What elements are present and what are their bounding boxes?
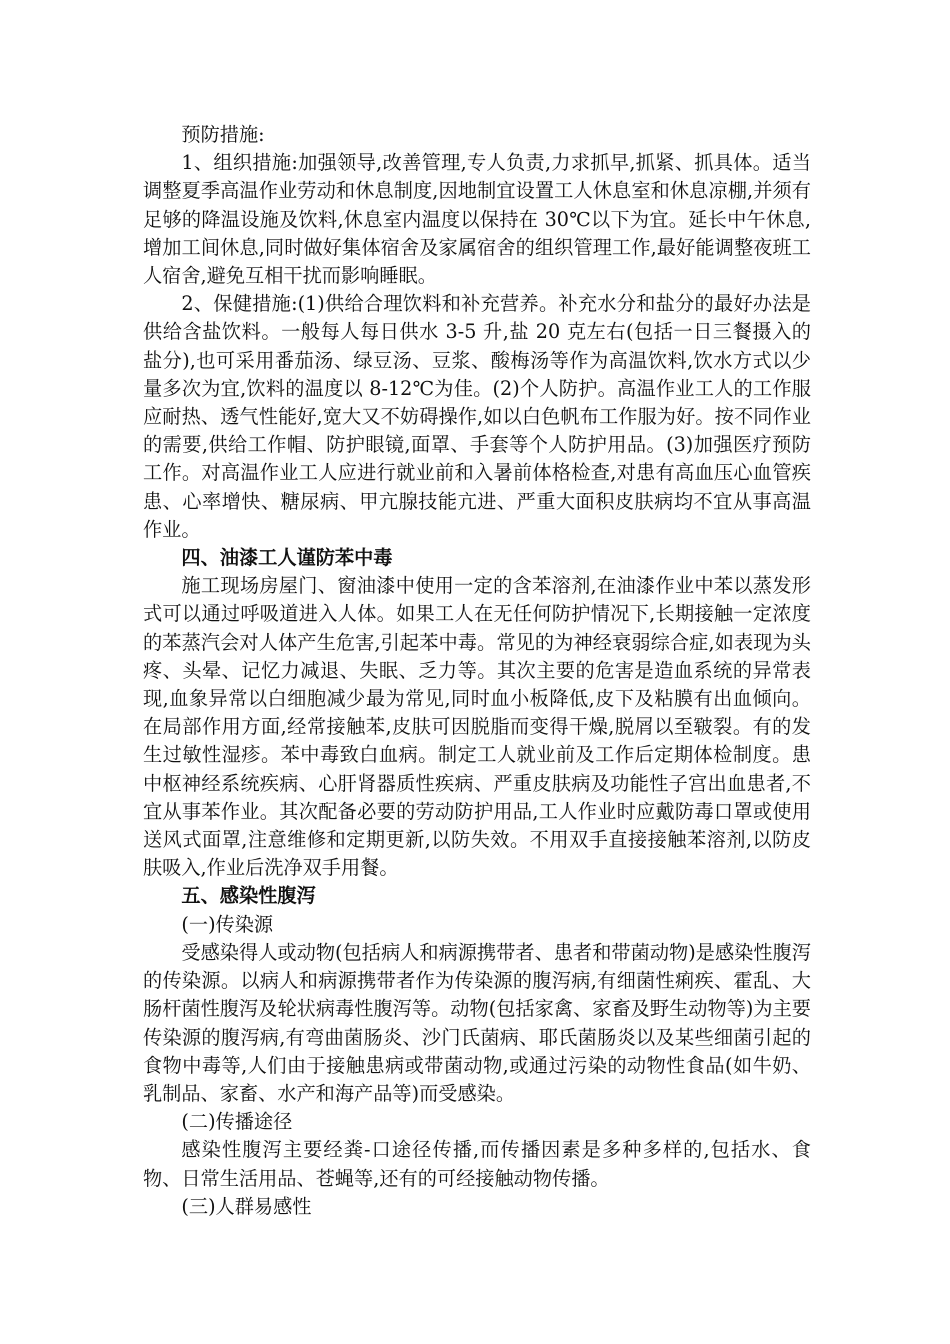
subsection-1-heading: (一)传染源	[181, 912, 274, 936]
subsection-2-heading: (二)传播途径	[181, 1110, 293, 1134]
subsection-3-heading: (三)人群易感性	[181, 1194, 312, 1218]
section-5-heading: 五、感染性腹泻	[181, 884, 316, 908]
prevention-label: 预防措施:	[181, 123, 265, 146]
route-paragraph: 感染性腹泻主要经粪-口途径传播,而传播因素是多种多样的,包括水、食物、日常生活用品、苍蝇等,还有的可经接触动物传播。	[143, 1138, 811, 1190]
health-measures: 2、保健措施:(1)供给合理饮料和补充营养。补充水分和盐分的最好办法是供给含盐饮料。一般每人每日供水 3-5 升,盐 20 克左右(包括一日三餐摄入的盐分),也可采用番茄汤、绿豆汤、豆浆、酸梅汤等作为高温饮料,饮水方式以少量多次为宜,饮料的温度以 8-12℃为佳。(2)个人防护。高温作业工人的工作服应耐热、透气性能好,宽大又不妨碍操作,如以白色帆布工作服为好。按不同作业的需要,供给工作帽、防护眼镜,面罩、手套等个人防护用品。(3)加强医疗预防工作。对高温作业工人应进行就业前和入暑前体格检查,对患有高血压心血管疾患、心率增快、糖尿病、甲亢腺技能亢进、严重大面积皮肤病均不宜从事高温作业。	[143, 292, 811, 541]
organizational-measures: 1、组织措施:加强领导,改善管理,专人负责,力求抓早,抓紧、抓具体。适当调整夏季高温作业劳动和休息制度,因地制宜设置工人休息室和休息凉棚,并须有足够的降温设施及饮料,休息室内温度以保持在 30℃以下为宜。延长中午休息,增加工间休息,同时做好集体宿舍及家属宿舍的组织管理工作,最好能调整夜班工人宿舍,避免互相干扰而影响睡眠。	[143, 151, 811, 288]
section-4-heading: 四、油漆工人谨防苯中毒	[181, 546, 393, 570]
document-body	[143, 121, 811, 1221]
source-paragraph: 受感染得人或动物(包括病人和病源携带者、患者和带菌动物)是感染性腹泻的传染源。以病人和病源携带者作为传染源的腹泻病,有细菌性痢疾、霍乱、大肠杆菌性腹泻及轮状病毒性腹泻等。动物(包括家禽、家畜及野生动物等)为主要传染源的腹泻病,有弯曲菌肠炎、沙门氏菌病、耶氏菌肠炎以及某些细菌引起的食物中毒等,人们由于接触患病或带菌动物,或通过污染的动物性食品(如牛奶、乳制品、家畜、水产和海产品等)而受感染。	[143, 940, 811, 1105]
benzene-paragraph: 施工现场房屋门、窗油漆中使用一定的含苯溶剂,在油漆作业中苯以蒸发形式可以通过呼吸道进入人体。如果工人在无任何防护情况下,长期接触一定浓度的苯蒸汽会对人体产生危害,引起苯中毒。常见的为神经衰弱综合症,如表现为头疼、头晕、记忆力减退、失眠、乏力等。其次主要的危害是造血系统的异常表现,血象异常以白细胞减少最为常见,同时血小板降低,皮下及粘膜有出血倾向。在局部作用方面,经常接触苯,皮肤可因脱脂而变得干燥,脱屑以至皲裂。有的发生过敏性湿疹。苯中毒致白血病。制定工人就业前及工作后定期体检制度。患中枢神经系统疾病、心肝肾器质性疾病、严重皮肤病及功能性子宫出血患者,不宜从事苯作业。其次配备必要的劳动防护用品,工人作业时应戴防毒口罩或使用送风式面罩,注意维修和定期更新,以防失效。不用双手直接接触苯溶剂,以防皮肤吸入,作业后洗净双手用餐。	[143, 574, 811, 880]
